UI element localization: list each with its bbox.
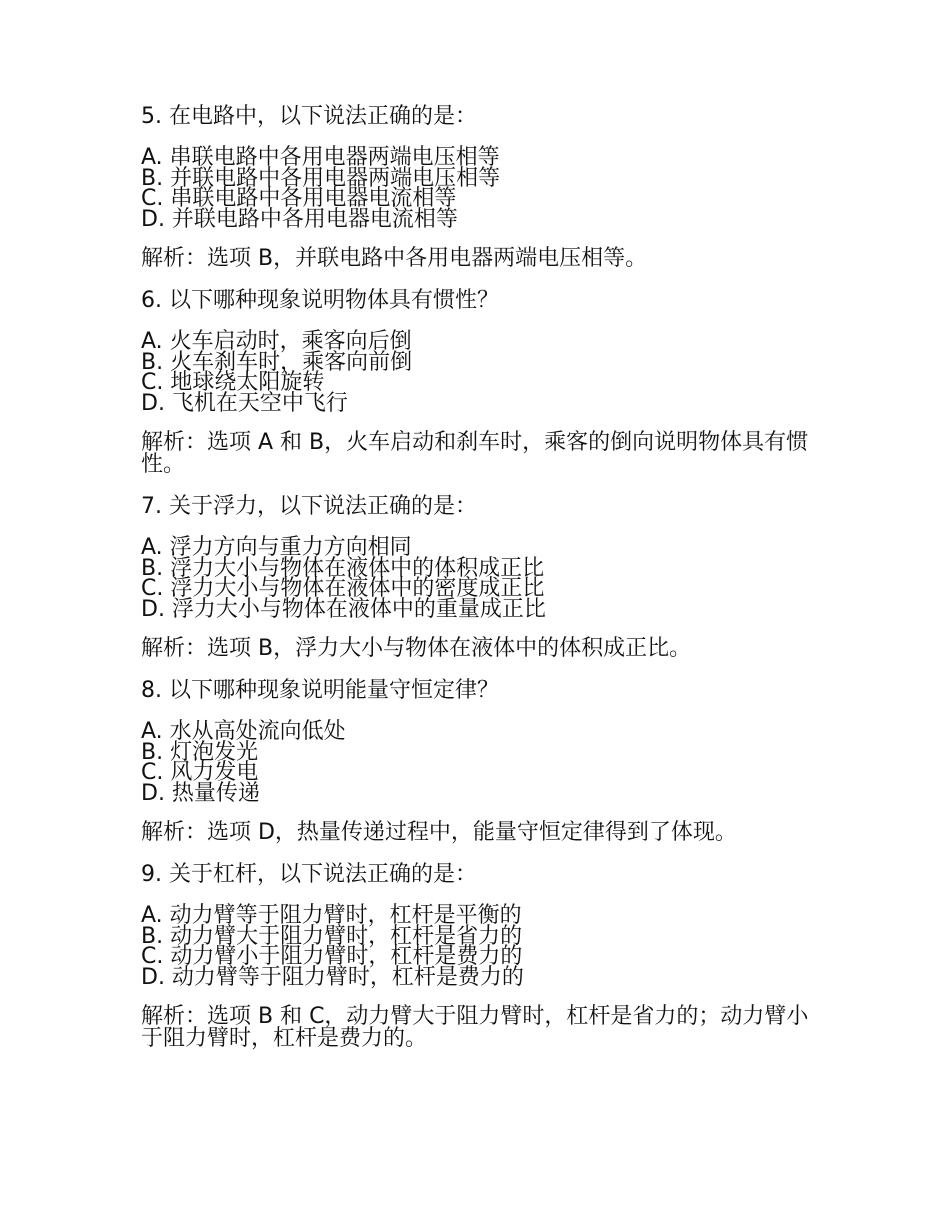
option-b: B. 动力臂大于阻力臂时，杠杆是省力的 bbox=[141, 923, 523, 949]
option-b: B. 浮力大小与物体在液体中的体积成正比 bbox=[141, 555, 545, 581]
option-list bbox=[141, 329, 821, 416]
option-c: C. 动力臂小于阻力臂时，杠杆是费力的 bbox=[141, 944, 523, 969]
analysis-text: 解析：选项 A 和 B，火车启动和刹车时，乘客的倒向说明物体具有惯性。 bbox=[141, 430, 809, 477]
option-c: C. 串联电路中各用电器电流相等 bbox=[141, 186, 457, 211]
analysis-text: 解析：选项 D，热量传递过程中，能量守恒定律得到了体现。 bbox=[141, 820, 737, 845]
option-a: A. 水从高处流向低处 bbox=[141, 719, 346, 744]
option-d: D. 热量传递 bbox=[141, 780, 260, 806]
analysis-text: 解析：选项 B，并联电路中各用电器两端电压相等。 bbox=[141, 246, 648, 271]
option-b: B. 并联电路中各用电器两端电压相等 bbox=[141, 165, 501, 191]
option-d: D. 动力臂等于阻力臂时，杠杆是费力的 bbox=[141, 964, 524, 990]
option-list bbox=[141, 145, 821, 232]
analysis-text: 解析：选项 B 和 C，动力臂大于阻力臂时，杠杆是省力的；动力臂小于阻力臂时，杠杆是费力的。 bbox=[141, 1004, 809, 1051]
option-a: A. 动力臂等于阻力臂时，杠杆是平衡的 bbox=[141, 903, 522, 928]
option-c: C. 浮力大小与物体在液体中的密度成正比 bbox=[141, 576, 545, 601]
option-a: A. 火车启动时，乘客向后倒 bbox=[141, 329, 412, 354]
analysis-text: 解析：选项 B，浮力大小与物体在液体中的体积成正比。 bbox=[141, 636, 692, 661]
option-b: B. 灯泡发光 bbox=[141, 739, 259, 765]
question-title: 9. 关于杠杆，以下说法正确的是： bbox=[141, 862, 477, 887]
option-d: D. 飞机在天空中飞行 bbox=[141, 390, 348, 416]
option-c: C. 风力发电 bbox=[141, 760, 259, 785]
question-5 bbox=[141, 104, 821, 270]
option-list bbox=[141, 535, 821, 622]
option-list bbox=[141, 903, 821, 990]
question-title: 5. 在电路中，以下说法正确的是： bbox=[141, 104, 477, 129]
option-a: A. 串联电路中各用电器两端电压相等 bbox=[141, 145, 500, 170]
option-b: B. 火车刹车时，乘客向前倒 bbox=[141, 349, 413, 375]
option-list bbox=[141, 719, 821, 806]
question-title: 6. 以下哪种现象说明物体具有惯性？ bbox=[141, 288, 499, 313]
question-title: 7. 关于浮力，以下说法正确的是： bbox=[141, 494, 477, 519]
option-d: D. 并联电路中各用电器电流相等 bbox=[141, 206, 458, 232]
document-page bbox=[141, 104, 821, 1068]
option-c: C. 地球绕太阳旋转 bbox=[141, 370, 325, 395]
option-d: D. 浮力大小与物体在液体中的重量成正比 bbox=[141, 596, 546, 622]
question-title: 8. 以下哪种现象说明能量守恒定律？ bbox=[141, 678, 499, 703]
question-7 bbox=[141, 494, 821, 660]
question-9 bbox=[141, 862, 821, 1050]
question-6 bbox=[141, 288, 821, 476]
option-a: A. 浮力方向与重力方向相同 bbox=[141, 535, 412, 560]
question-8 bbox=[141, 678, 821, 844]
